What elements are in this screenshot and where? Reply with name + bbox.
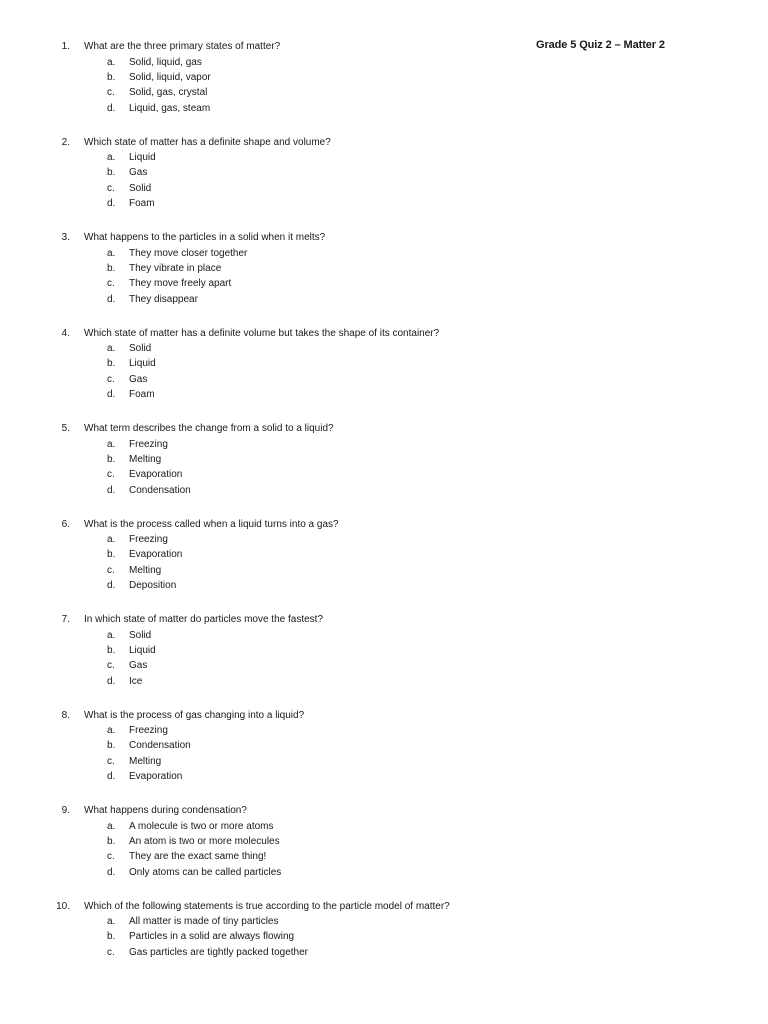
option-letter: c. xyxy=(107,373,115,385)
question-text: What is the process called when a liquid turns into a gas? xyxy=(84,518,339,530)
question-item xyxy=(0,899,768,995)
option-letter: a. xyxy=(107,152,116,163)
answer-option xyxy=(0,754,768,769)
option-text: Solid, liquid, vapor xyxy=(129,71,211,83)
option-letter: a. xyxy=(107,629,116,641)
answer-option xyxy=(0,658,768,673)
option-text: Evaporation xyxy=(129,469,183,481)
option-text: Gas xyxy=(129,167,148,179)
answer-option xyxy=(0,628,768,643)
answer-option xyxy=(0,372,768,387)
option-text: They move closer together xyxy=(129,247,248,259)
option-text: They vibrate in place xyxy=(129,262,222,274)
answer-option xyxy=(0,292,768,307)
question-item xyxy=(0,803,768,899)
answer-option xyxy=(0,547,768,562)
option-letter: d. xyxy=(107,293,116,305)
option-text: Freezing xyxy=(129,438,168,450)
answer-option xyxy=(0,437,768,452)
answer-options xyxy=(0,723,768,785)
answer-option xyxy=(0,532,768,547)
option-letter: d. xyxy=(107,484,116,496)
option-letter: d. xyxy=(107,102,116,114)
option-letter: d. xyxy=(107,580,116,592)
answer-options xyxy=(0,628,768,690)
answer-option xyxy=(0,723,768,738)
option-letter: d. xyxy=(107,866,116,878)
answer-options xyxy=(0,532,768,594)
answer-option xyxy=(0,70,768,85)
answer-option xyxy=(0,483,768,498)
page-title: Grade 5 Quiz 2 – Matter 2 xyxy=(536,39,665,51)
option-letter: b. xyxy=(107,71,116,83)
option-letter: a. xyxy=(107,725,116,736)
question-text: Which of the following statements is true according to the particle model of matter? xyxy=(84,900,450,912)
question-number: 5. xyxy=(61,423,70,434)
answer-option xyxy=(0,929,768,944)
question-number: 9. xyxy=(61,805,70,816)
option-letter: a. xyxy=(107,534,116,545)
question-text: Which state of matter has a definite shape and volume? xyxy=(84,136,331,148)
answer-option xyxy=(0,341,768,356)
option-letter: c. xyxy=(107,851,115,863)
option-text: Freezing xyxy=(129,725,168,736)
option-text: They move freely apart xyxy=(129,278,232,290)
option-text: Solid, gas, crystal xyxy=(129,87,208,99)
option-letter: b. xyxy=(107,644,116,656)
question-list xyxy=(0,39,768,994)
answer-option xyxy=(0,834,768,849)
answer-option xyxy=(0,769,768,784)
option-text: A molecule is two or more atoms xyxy=(129,820,274,832)
answer-option xyxy=(0,276,768,291)
option-text: Condensation xyxy=(129,484,191,496)
option-text: Melting xyxy=(129,564,162,576)
question-text: What happens to the particles in a solid when it melts? xyxy=(84,232,326,243)
option-letter: d. xyxy=(107,771,116,783)
option-letter: d. xyxy=(107,389,116,401)
option-letter: c. xyxy=(107,755,115,767)
option-text: Only atoms can be called particles xyxy=(129,866,282,878)
question-item xyxy=(0,326,768,422)
option-text: Freezing xyxy=(129,534,168,545)
option-letter: b. xyxy=(107,740,116,752)
option-text: Foam xyxy=(129,198,155,210)
option-letter: a. xyxy=(107,438,116,450)
answer-option xyxy=(0,563,768,578)
option-text: Solid xyxy=(129,182,152,194)
option-text: Liquid xyxy=(129,644,156,656)
question-text: What is the process of gas changing into a liquid? xyxy=(84,709,305,721)
option-letter: c. xyxy=(107,660,115,672)
option-letter: d. xyxy=(107,675,116,687)
question-number: 10. xyxy=(56,900,70,912)
answer-options xyxy=(0,55,768,117)
option-text: Solid xyxy=(129,343,152,354)
question-text: What happens during condensation? xyxy=(84,805,247,816)
answer-option xyxy=(0,738,768,753)
option-letter: b. xyxy=(107,835,116,847)
option-text: Foam xyxy=(129,389,155,401)
answer-option xyxy=(0,452,768,467)
option-text: Gas xyxy=(129,660,148,672)
answer-options xyxy=(0,437,768,499)
option-text: Gas particles are tightly packed together xyxy=(129,946,308,958)
answer-option xyxy=(0,467,768,482)
question-item xyxy=(0,612,768,708)
option-text: Liquid xyxy=(129,152,156,163)
question-item xyxy=(0,230,768,326)
option-text: Deposition xyxy=(129,580,177,592)
answer-option xyxy=(0,674,768,689)
question-number: 7. xyxy=(61,614,70,625)
answer-option xyxy=(0,356,768,371)
option-text: Evaporation xyxy=(129,771,183,783)
option-letter: b. xyxy=(107,358,116,370)
answer-options xyxy=(0,246,768,308)
option-letter: b. xyxy=(107,167,116,179)
option-letter: b. xyxy=(107,549,116,561)
option-text: Melting xyxy=(129,755,162,767)
question-number: 2. xyxy=(61,136,70,148)
option-letter: a. xyxy=(107,56,116,68)
option-text: They disappear xyxy=(129,293,198,305)
answer-options xyxy=(0,819,768,881)
answer-option xyxy=(0,165,768,180)
option-text: Gas xyxy=(129,373,148,385)
option-letter: c. xyxy=(107,87,115,99)
answer-options xyxy=(0,914,768,960)
option-letter: b. xyxy=(107,931,116,943)
question-number: 3. xyxy=(61,232,70,243)
option-text: Solid xyxy=(129,629,152,641)
question-number: 6. xyxy=(61,518,70,530)
option-letter: c. xyxy=(107,469,115,481)
answer-option xyxy=(0,865,768,880)
option-letter: d. xyxy=(107,198,116,210)
question-item xyxy=(0,421,768,517)
question-text: Which state of matter has a definite volume but takes the shape of its container? xyxy=(84,327,440,339)
answer-option xyxy=(0,914,768,929)
option-text: Solid, liquid, gas xyxy=(129,56,202,68)
option-letter: c. xyxy=(107,278,115,290)
answer-option xyxy=(0,55,768,70)
option-text: Evaporation xyxy=(129,549,183,561)
option-letter: b. xyxy=(107,262,116,274)
answer-option xyxy=(0,819,768,834)
option-text: Liquid xyxy=(129,358,156,370)
option-text: They are the exact same thing! xyxy=(129,851,267,863)
option-text: Ice xyxy=(129,675,143,687)
option-text: Liquid, gas, steam xyxy=(129,102,211,114)
answer-option xyxy=(0,643,768,658)
question-text: In which state of matter do particles move the fastest? xyxy=(84,614,324,625)
question-item xyxy=(0,517,768,613)
option-letter: a. xyxy=(107,916,116,927)
answer-options xyxy=(0,150,768,212)
answer-option xyxy=(0,181,768,196)
option-letter: a. xyxy=(107,820,116,832)
option-text: Condensation xyxy=(129,740,191,752)
option-letter: c. xyxy=(107,182,115,194)
option-text: An atom is two or more molecules xyxy=(129,835,280,847)
question-item xyxy=(0,135,768,231)
answer-option xyxy=(0,849,768,864)
option-letter: a. xyxy=(107,247,116,259)
answer-option xyxy=(0,196,768,211)
option-letter: c. xyxy=(107,946,115,958)
question-item xyxy=(0,708,768,804)
answer-option xyxy=(0,261,768,276)
option-text: Particles in a solid are always flowing xyxy=(129,931,295,943)
answer-options xyxy=(0,341,768,403)
question-text: What term describes the change from a solid to a liquid? xyxy=(84,423,334,434)
option-letter: a. xyxy=(107,343,116,354)
answer-option xyxy=(0,246,768,261)
option-text: All matter is made of tiny particles xyxy=(129,916,279,927)
option-text: Melting xyxy=(129,453,162,465)
answer-option xyxy=(0,101,768,116)
answer-option xyxy=(0,150,768,165)
question-item xyxy=(0,39,768,135)
answer-option xyxy=(0,945,768,960)
answer-option xyxy=(0,387,768,402)
question-text: What are the three primary states of matter? xyxy=(84,41,281,52)
question-number: 8. xyxy=(61,709,70,721)
answer-option xyxy=(0,85,768,100)
question-number: 1. xyxy=(61,41,70,52)
answer-option xyxy=(0,578,768,593)
option-letter: c. xyxy=(107,564,115,576)
question-number: 4. xyxy=(61,327,70,339)
option-letter: b. xyxy=(107,453,116,465)
